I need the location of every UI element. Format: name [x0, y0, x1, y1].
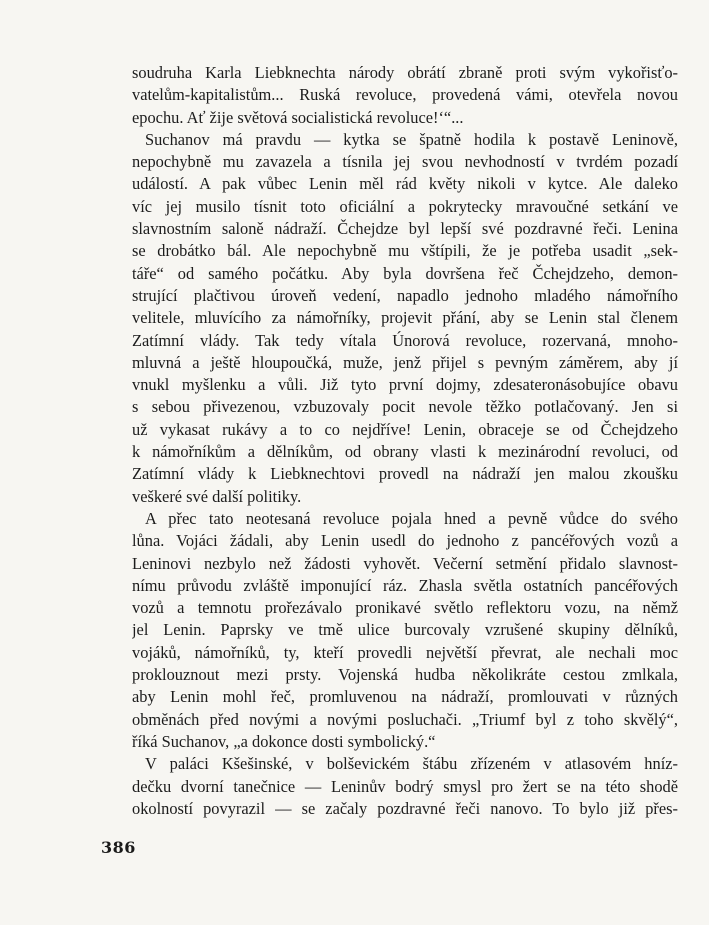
text-line: velitele, mluvícího za námořníky, projevit přání, aby se Lenin stal členem	[132, 308, 678, 328]
text-line: říká Suchanov, „a dokonce dosti symbolický.“	[132, 731, 436, 751]
body-text	[132, 62, 678, 820]
text-line: jel Lenin. Paprsky ve tmě ulice burcovaly vzrušené skupiny dělníků,	[132, 620, 678, 640]
text-line: A přec tato neotesaná revoluce pojala hned a pevně vůdce do svého	[145, 508, 678, 528]
text-line: epochu. Ať žije světová socialistická revoluce!‘“...	[132, 107, 464, 127]
text-line: soudruha Karla Liebknechta národy obrátí zbraně proti svým vykořisťo-	[132, 63, 678, 82]
text-line: vatelům-kapitalistům... Ruská revoluce, provedená vámi, otevřela novou	[132, 85, 678, 105]
text-line: Suchanov má pravdu — kytka se špatně hodila k postavě Leninově,	[145, 129, 678, 149]
text-line: událostí. A pak vůbec Lenin měl rád květy nikoli v kytce. Ale daleko	[132, 174, 678, 194]
text-line: víc jej musilo tísnit toto oficiální a pokrytecky mravoučné setkání ve	[132, 196, 678, 216]
text-line: Leninovi nezbylo než žádosti vyhovět. Večerní setmění přidalo slavnost-	[132, 553, 678, 573]
text-line: nímu průvodu zvláště imponující ráz. Zhasla světla ostatních pancéřových	[132, 575, 678, 595]
text-line: se drobátko bál. Ale nepochybně mu vštípili, že je potřeba usadit „sek-	[132, 241, 678, 261]
text-line: nepochybně mu zavazela a tísnila jej svou nevhodností v tvrdém pozadí	[132, 152, 678, 172]
text-line: V paláci Kšešinské, v bolševickém štábu zřízeném v atlasovém hníz-	[145, 754, 678, 774]
text-line: slavnostním saloně nádraží. Čchejdze byl lepší své pozdravné řeči. Lenina	[132, 219, 678, 239]
page-number: 386	[101, 838, 136, 857]
text-line: strující plačtivou úroveň vedení, napadlo jednoho mladého námořního	[132, 285, 678, 305]
text-line: vnukl myšlenku a vůli. Již tyto první dojmy, zdesateronásobujíce obavu	[132, 375, 678, 395]
text-line: k námořníkům a dělníkům, od obrany vlasti k mezinárodní revoluci, od	[132, 442, 678, 462]
text-line: obměnách před novými a novými posluchači. „Triumf byl z toho skvělý“,	[132, 709, 678, 729]
text-line: táře“ od samého počátku. Aby byla dovršena řeč Čchejdzeho, demon-	[132, 263, 678, 283]
text-line: Zatímní vlády. Tak tedy vítala Únorová revoluce, rozervaná, mnoho-	[132, 330, 678, 350]
text-line: aby Lenin mohl řeč, promluvenou na nádraží, promlouvati v různých	[132, 687, 678, 707]
text-line: okolností povyrazil — se začaly pozdravné řeči nanovo. To bylo již přes-	[132, 798, 678, 818]
text-line: veškeré své další politiky.	[132, 486, 302, 506]
text-line: vozů a temnotu prořezávalo pronikavé světlo reflektoru vozu, na němž	[132, 598, 678, 618]
text-line: proklouznout mezi prsty. Vojenská hudba několikráte cestou zmlkala,	[132, 665, 678, 685]
text-line: dečku dvorní tanečnice — Leninův bodrý smysl pro žert se na této shodě	[132, 776, 678, 796]
text-line: vojáků, námořníků, ty, kteří provedli největší převrat, ale nechali moc	[132, 642, 678, 662]
text-line: Zatímní vlády k Liebknechtovi provedl na nádraží jen malou zkoušku	[132, 464, 678, 484]
text-line: lůna. Vojáci žádali, aby Lenin usedl do jednoho z pancéřových vozů a	[132, 531, 678, 551]
text-line: mluvná a ještě hloupoučká, muže, jenž přijel s pevným záměrem, aby jí	[132, 352, 678, 372]
text-line: s sebou přivezenou, vzbuzovaly pocit nevole těžko potlačovaný. Jen si	[132, 397, 678, 417]
text-line: už vykasat rukávy a to co nejdříve! Lenin, obraceje se od Čchejdzeho	[132, 419, 678, 439]
